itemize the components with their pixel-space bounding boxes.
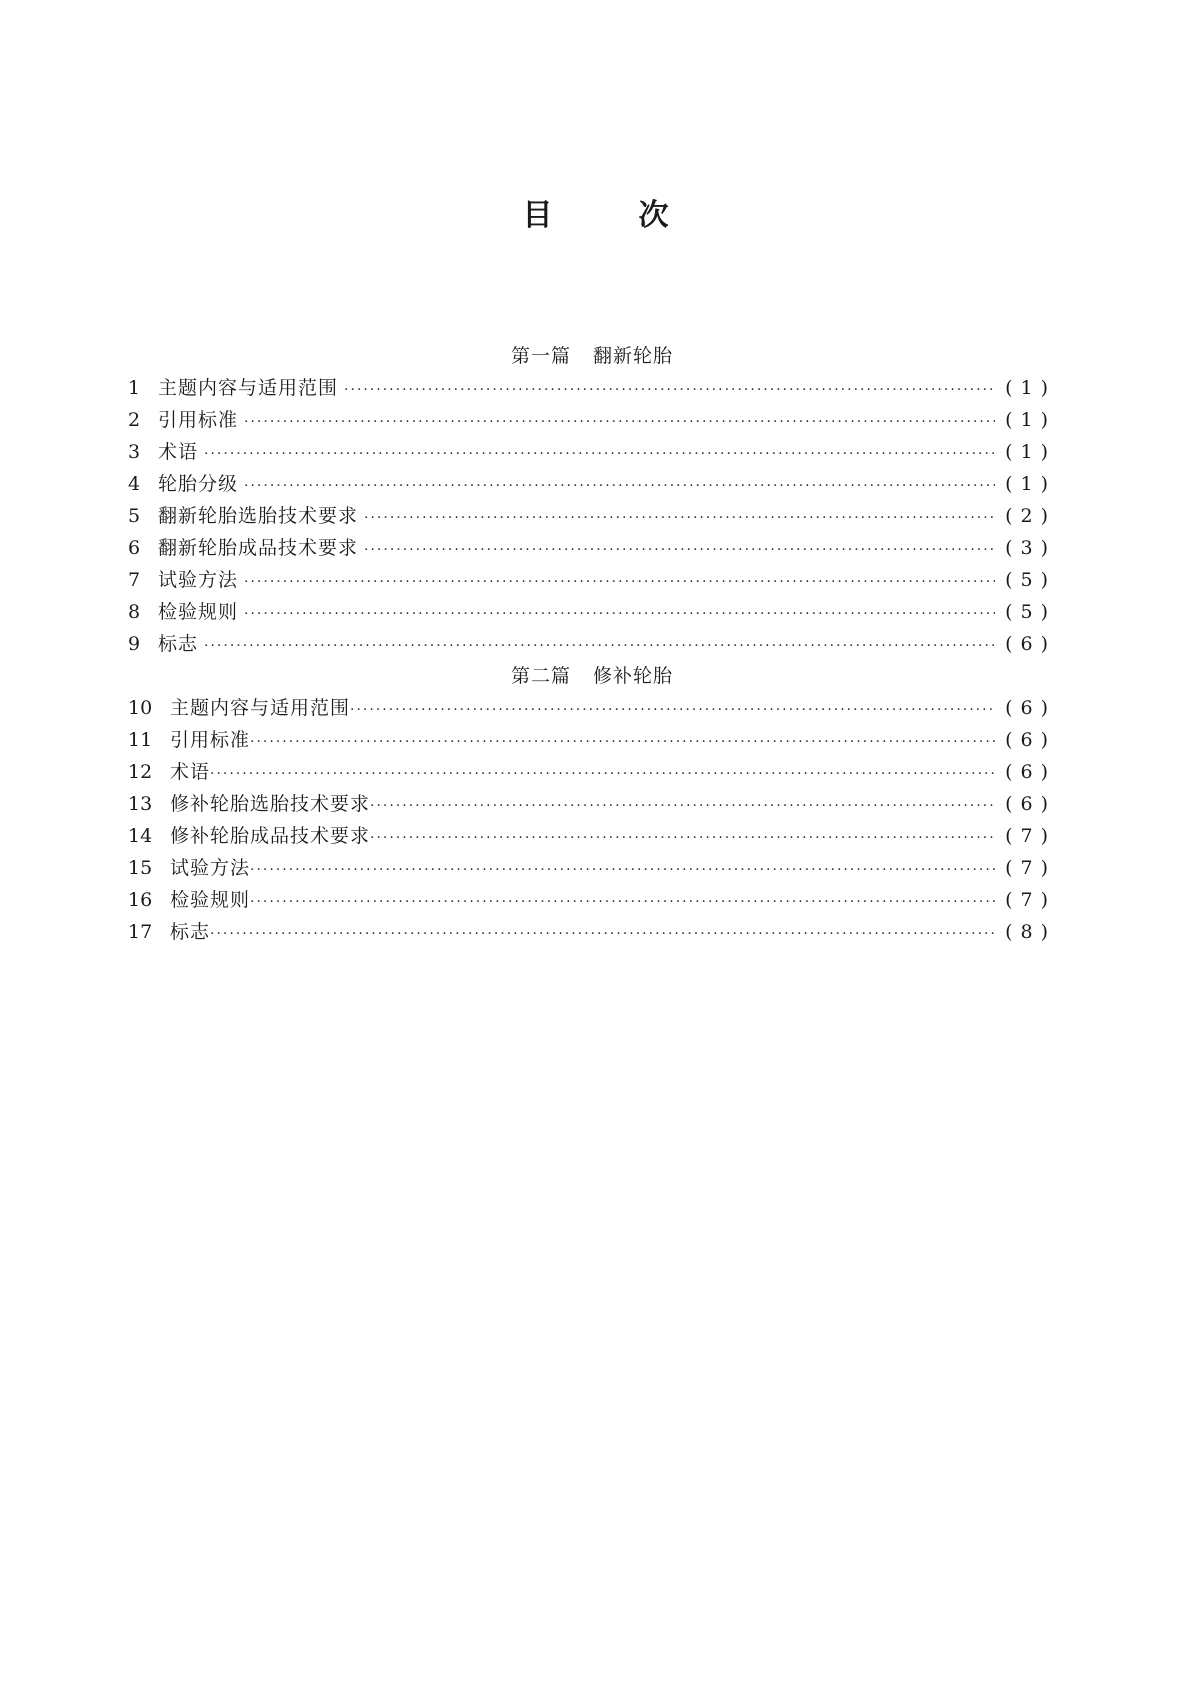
entry-number: 3 — [128, 441, 141, 463]
dot-leader — [204, 438, 995, 470]
toc-entry[interactable] — [128, 564, 1056, 596]
entry-page: (5) — [1005, 601, 1056, 623]
entry-number: 14 — [128, 825, 153, 847]
entry-page: (2) — [1005, 505, 1056, 527]
dot-leader — [370, 822, 995, 854]
dot-leader — [370, 790, 995, 822]
dot-leader — [364, 502, 995, 534]
entry-number: 15 — [128, 857, 153, 879]
toc-entry[interactable] — [128, 756, 1056, 788]
toc-entry[interactable] — [128, 820, 1056, 852]
entry-page: (7) — [1005, 857, 1056, 879]
section-part: 第二篇 — [510, 665, 571, 687]
entry-page: (1) — [1005, 409, 1056, 431]
entry-page: (6) — [1005, 633, 1056, 655]
toc-entry[interactable] — [128, 436, 1056, 468]
dot-leader — [244, 598, 995, 630]
dot-leader — [210, 758, 995, 790]
entry-number: 12 — [128, 761, 153, 783]
dot-leader — [210, 918, 995, 950]
dot-leader — [364, 534, 995, 566]
entry-page: (6) — [1005, 697, 1056, 719]
dot-leader — [244, 406, 995, 438]
section-part: 第一篇 — [510, 345, 571, 367]
page-title-char-1: 目 — [522, 198, 553, 233]
entry-label: 翻新轮胎成品技术要求 — [158, 537, 359, 559]
section-heading — [128, 340, 1056, 372]
entry-label: 引用标准 — [170, 729, 251, 751]
toc-entry[interactable] — [128, 500, 1056, 532]
entry-label: 术语 — [170, 761, 211, 783]
dot-leader — [250, 726, 995, 758]
table-of-contents — [128, 340, 1056, 948]
entry-page: (6) — [1005, 793, 1056, 815]
dot-leader — [204, 630, 995, 662]
entry-number: 9 — [128, 633, 141, 655]
section-heading — [128, 660, 1056, 692]
entry-number: 17 — [128, 921, 153, 943]
entry-page: (5) — [1005, 569, 1056, 591]
toc-entry[interactable] — [128, 852, 1056, 884]
entry-number: 7 — [128, 569, 141, 591]
dot-leader — [344, 374, 995, 406]
entry-page: (3) — [1005, 537, 1056, 559]
entry-label: 试验方法 — [158, 569, 239, 591]
entry-label: 检验规则 — [158, 601, 239, 623]
dot-leader — [244, 566, 995, 598]
entry-label: 翻新轮胎选胎技术要求 — [158, 505, 359, 527]
entry-label: 修补轮胎选胎技术要求 — [170, 793, 371, 815]
toc-entry[interactable] — [128, 692, 1056, 724]
entry-label: 试验方法 — [170, 857, 251, 879]
entry-number: 4 — [128, 473, 141, 495]
entry-number: 2 — [128, 409, 141, 431]
entry-label: 引用标准 — [158, 409, 239, 431]
toc-entry[interactable] — [128, 372, 1056, 404]
page-title — [0, 196, 1191, 236]
entry-label: 轮胎分级 — [158, 473, 239, 495]
entry-page: (7) — [1005, 825, 1056, 847]
dot-leader — [250, 854, 995, 886]
section-name: 修补轮胎 — [593, 665, 674, 687]
entry-label: 修补轮胎成品技术要求 — [170, 825, 371, 847]
entry-number: 13 — [128, 793, 153, 815]
toc-entry[interactable] — [128, 596, 1056, 628]
dot-leader — [350, 694, 995, 726]
entry-page: (1) — [1005, 377, 1056, 399]
dot-leader — [250, 886, 995, 918]
page-title-char-2: 次 — [638, 198, 669, 233]
entry-page: (1) — [1005, 473, 1056, 495]
entry-page: (6) — [1005, 761, 1056, 783]
entry-label: 检验规则 — [170, 889, 251, 911]
toc-entry[interactable] — [128, 468, 1056, 500]
entry-label: 标志 — [170, 921, 211, 943]
entry-number: 1 — [128, 377, 141, 399]
section-name: 翻新轮胎 — [593, 345, 674, 367]
toc-entry[interactable] — [128, 724, 1056, 756]
entry-label: 主题内容与适用范围 — [170, 697, 351, 719]
entry-label: 主题内容与适用范围 — [158, 377, 339, 399]
toc-entry[interactable] — [128, 884, 1056, 916]
toc-entry[interactable] — [128, 404, 1056, 436]
entry-number: 11 — [128, 729, 153, 751]
entry-number: 5 — [128, 505, 141, 527]
entry-page: (6) — [1005, 729, 1056, 751]
dot-leader — [244, 470, 995, 502]
entry-number: 6 — [128, 537, 141, 559]
entry-number: 16 — [128, 889, 153, 911]
entry-number: 8 — [128, 601, 141, 623]
toc-entry[interactable] — [128, 532, 1056, 564]
entry-page: (7) — [1005, 889, 1056, 911]
toc-entry[interactable] — [128, 628, 1056, 660]
toc-entry[interactable] — [128, 788, 1056, 820]
toc-entry[interactable] — [128, 916, 1056, 948]
entry-label: 标志 — [158, 633, 199, 655]
entry-number: 10 — [128, 697, 153, 719]
entry-page: (1) — [1005, 441, 1056, 463]
entry-page: (8) — [1005, 921, 1056, 943]
entry-label: 术语 — [158, 441, 199, 463]
